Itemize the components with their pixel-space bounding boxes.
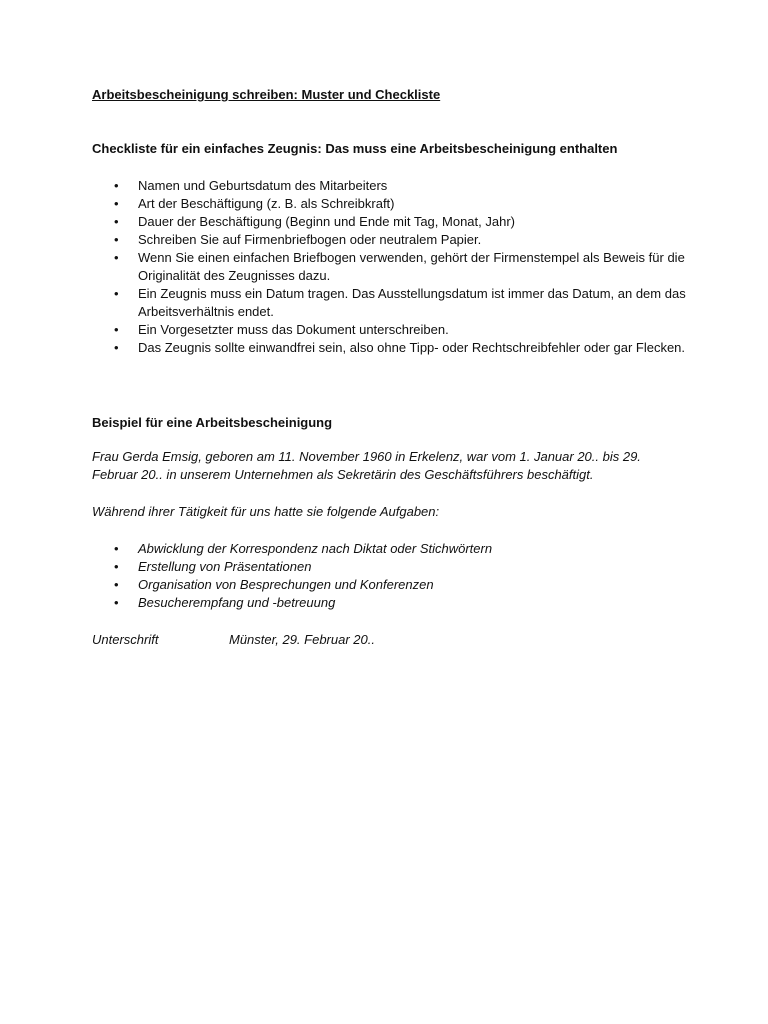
document-title: Arbeitsbescheinigung schreiben: Muster und Checkliste [92, 87, 441, 102]
signature-label: Unterschrift [92, 632, 159, 647]
task-item-text: Erstellung von Präsentationen [138, 559, 312, 574]
tasks-lead: Während ihrer Tätigkeit für uns hatte sie folgende Aufgaben: [92, 504, 440, 519]
list-item [92, 576, 692, 594]
list-item [92, 540, 692, 558]
bullet-icon: • [114, 541, 119, 556]
checklist-item-text: Das Zeugnis sollte einwandfrei sein, also ohne Tipp- oder Rechtschreibfehler oder gar Flecken. [138, 340, 686, 355]
bullet-icon: • [114, 178, 119, 193]
bullet-icon: • [114, 577, 119, 592]
list-item [92, 321, 692, 339]
bullet-icon: • [114, 595, 119, 610]
checklist-item-text: Namen und Geburtsdatum des Mitarbeiters [138, 178, 388, 193]
bullet-icon: • [114, 322, 119, 337]
example-intro: Frau Gerda Emsig, geboren am 11. November 1960 in Erkelenz, war vom 1. Januar 20.. bis 29. Februar 20.. in unserem Unternehmen als Sekretärin des Geschäftsführers beschäftigt. [92, 449, 641, 482]
checklist-heading: Checkliste für ein einfaches Zeugnis: Das muss eine Arbeitsbescheinigung enthalten [92, 141, 618, 156]
task-item-text: Organisation von Besprechungen und Konferenzen [138, 577, 434, 592]
task-item-text: Besucherempfang und -betreuung [138, 595, 336, 610]
document-page [92, 86, 692, 647]
checklist-item-text: Ein Vorgesetzter muss das Dokument unterschreiben. [138, 322, 449, 337]
list-item [92, 195, 692, 213]
list-item [92, 339, 692, 357]
example-heading: Beispiel für eine Arbeitsbescheinigung [92, 415, 333, 430]
list-item [92, 231, 692, 249]
checklist [92, 177, 692, 357]
bullet-icon: • [114, 250, 119, 265]
checklist-item-text: Ein Zeugnis muss ein Datum tragen. Das Ausstellungsdatum ist immer das Datum, an dem das Arbeitsverhältnis endet. [138, 286, 686, 319]
list-item [92, 213, 692, 231]
checklist-item-text: Dauer der Beschäftigung (Beginn und Ende mit Tag, Monat, Jahr) [138, 214, 515, 229]
list-item [92, 177, 692, 195]
list-item [92, 285, 692, 321]
list-item [92, 558, 692, 576]
bullet-icon: • [114, 286, 119, 301]
checklist-item-text: Schreiben Sie auf Firmenbriefbogen oder neutralem Papier. [138, 232, 482, 247]
checklist-item-text: Art der Beschäftigung (z. B. als Schreibkraft) [138, 196, 395, 211]
bullet-icon: • [114, 559, 119, 574]
tasks-list [92, 540, 692, 612]
bullet-icon: • [114, 340, 119, 355]
checklist-item-text: Wenn Sie einen einfachen Briefbogen verwenden, gehört der Firmenstempel als Beweis für die Originalität des Zeugnisses dazu. [138, 250, 685, 283]
signature-row [92, 631, 692, 649]
list-item [92, 594, 692, 612]
bullet-icon: • [114, 214, 119, 229]
task-item-text: Abwicklung der Korrespondenz nach Diktat oder Stichwörtern [138, 541, 493, 556]
place-date: Münster, 29. Februar 20.. [229, 632, 375, 647]
bullet-icon: • [114, 196, 119, 211]
list-item [92, 249, 692, 285]
bullet-icon: • [114, 232, 119, 247]
